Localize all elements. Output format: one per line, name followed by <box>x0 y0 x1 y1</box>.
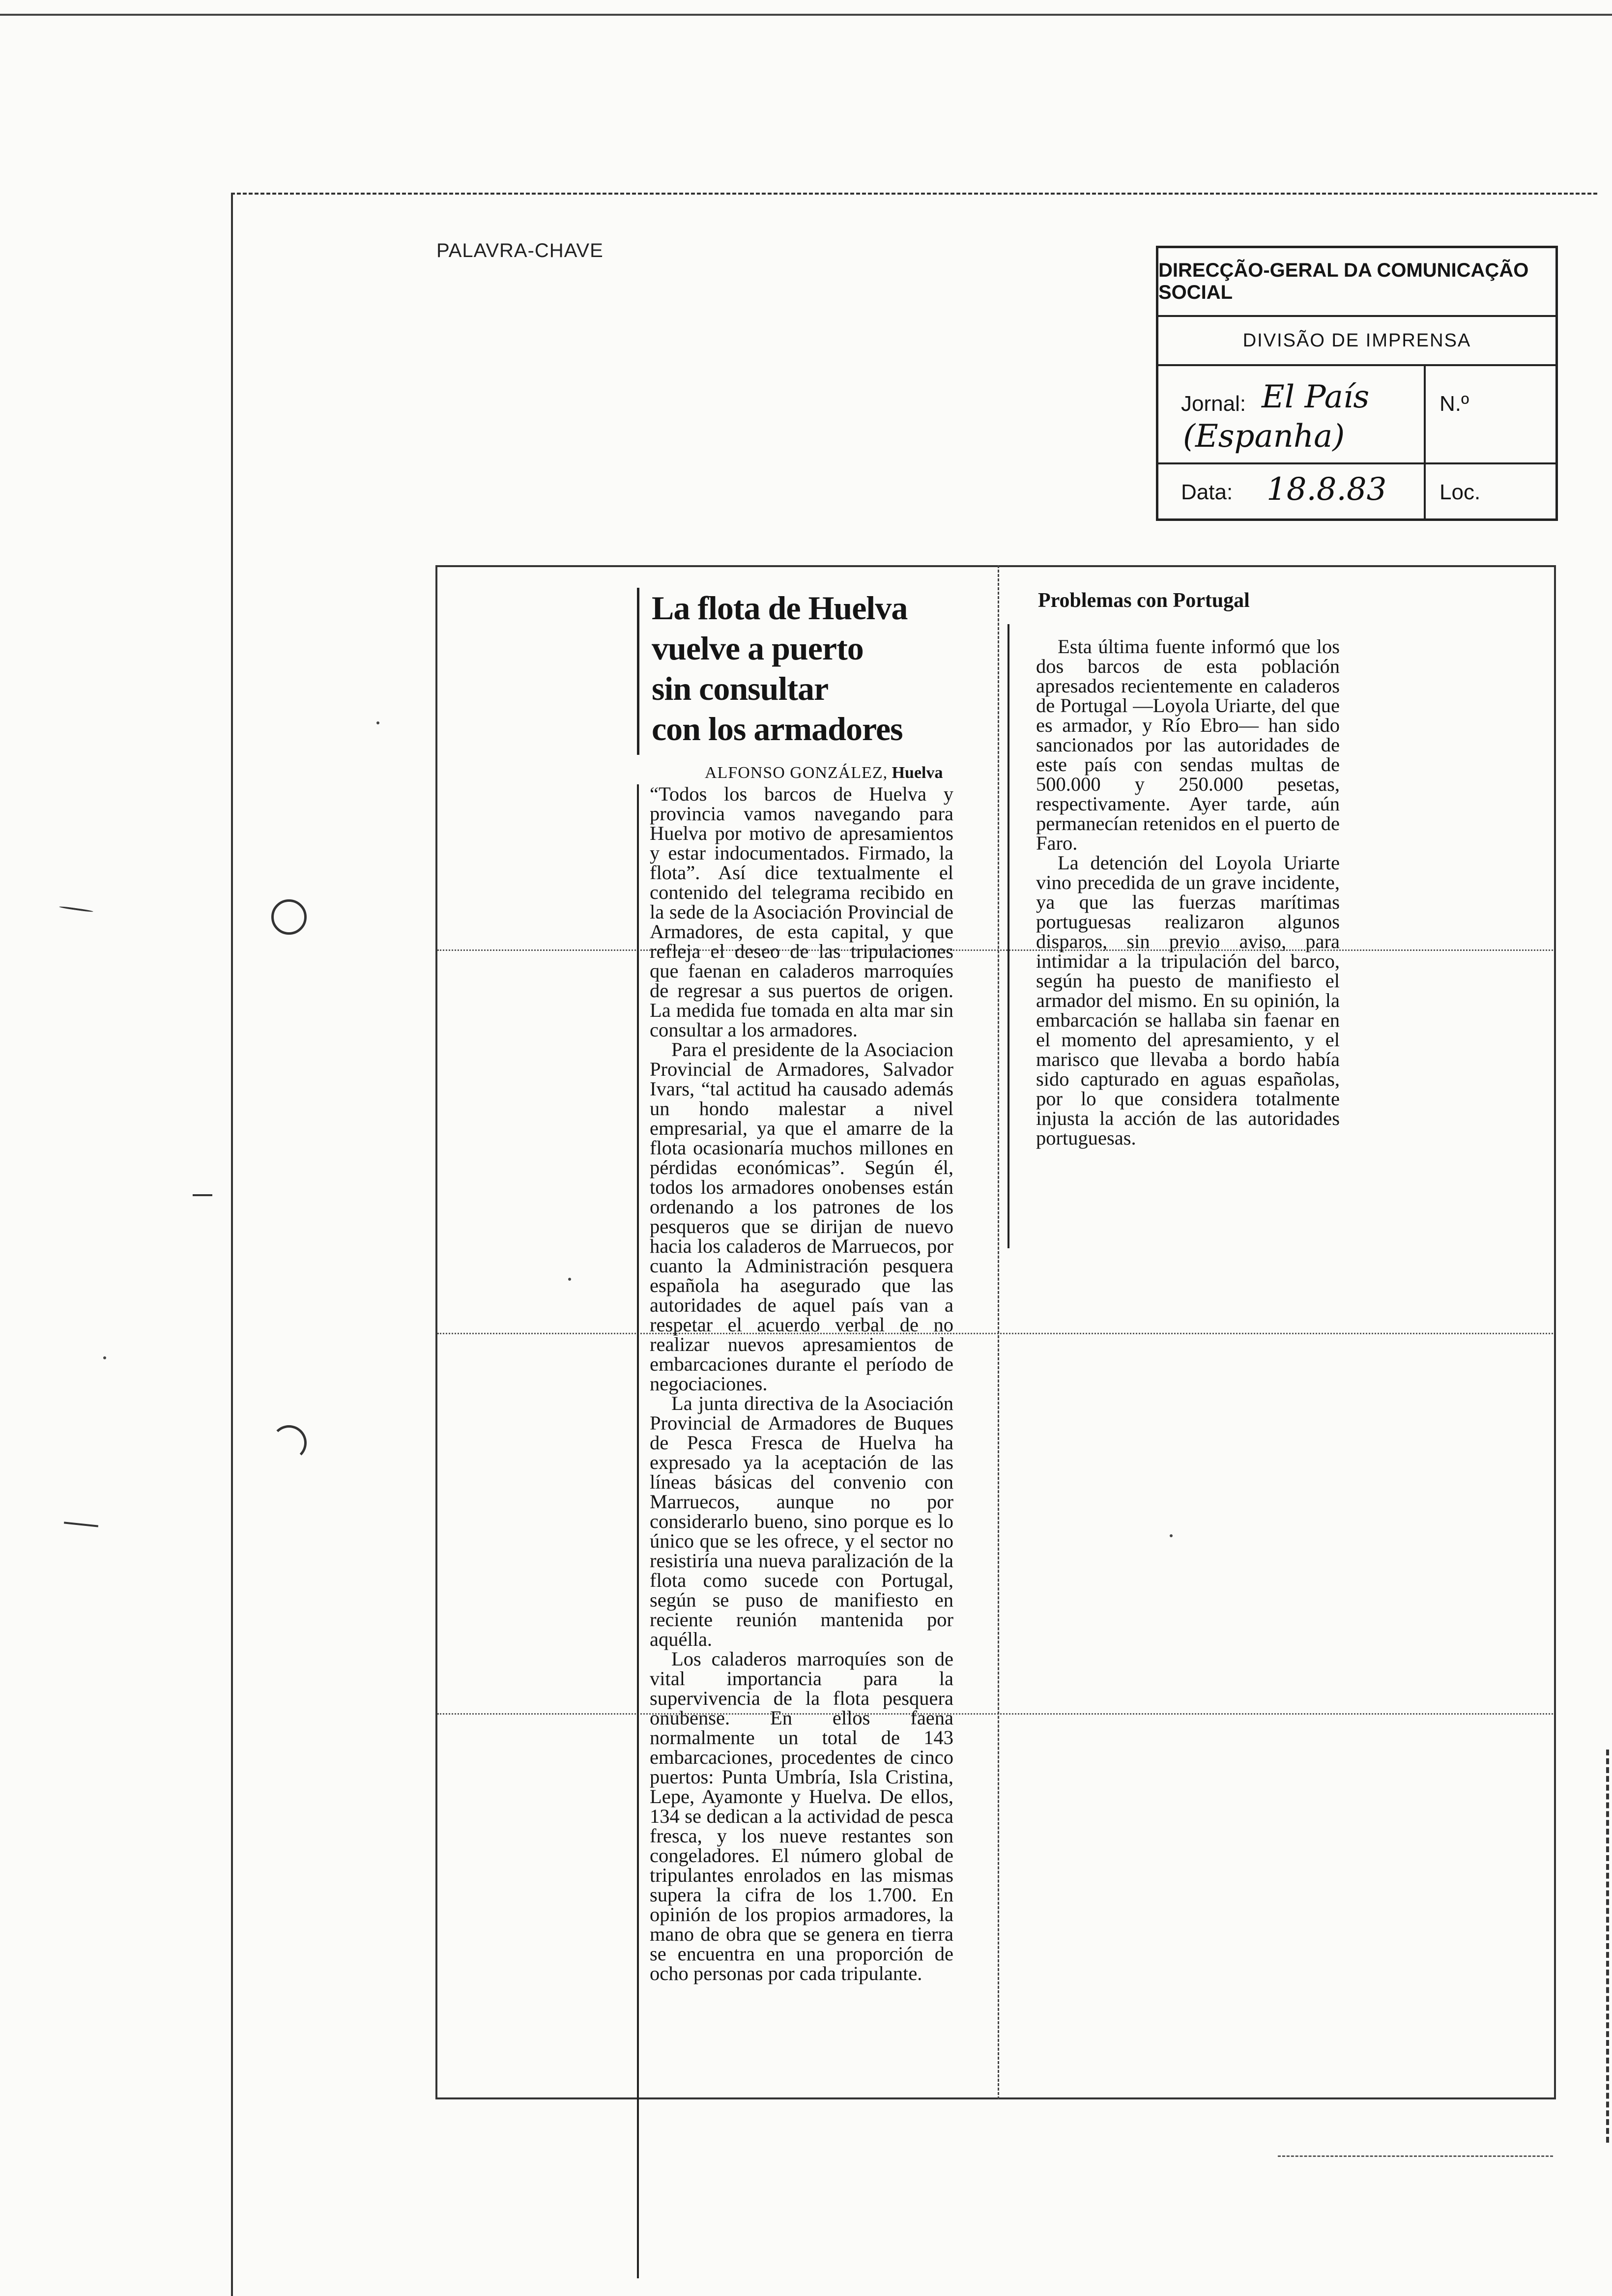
stamp-data-value: 18.8.83 <box>1267 471 1387 508</box>
byline <box>705 764 943 782</box>
article-frame <box>435 565 1556 2099</box>
speck <box>376 721 379 724</box>
stamp-jornal-value-2: (Espanha) <box>1183 418 1345 455</box>
scan-edge-right <box>1606 1750 1609 2143</box>
stamp-jornal-value: El País <box>1262 379 1370 415</box>
byline-author: ALFONSO GONZÁLEZ, <box>705 764 888 782</box>
article-headline <box>652 588 956 749</box>
guide-line <box>437 1333 1553 1334</box>
paragraph: Para el presidente de la Asociacion Provincial de Armadores, Salvador Ivars, “tal actitud ha causado además un hondo malestar a nivel empresarial, ya que el amarre de la flota ocasionaría muchos millones en pérdidas económicas”. Según él, todos los armadores onobenses están ordenando a los patrones de los pesqueros que se dirijan de nuevo hacia los caladeros de Marruecos, por cuanto la Administración pesquera española ha asegurado que las autoridades de aquel país van a respetar el acuerdo verbal de no realizar nuevos apresamientos de embarcaciones durante el período de negociaciones. <box>650 1038 953 1395</box>
margin-mark <box>193 1194 212 1196</box>
margin-mark <box>64 1521 98 1527</box>
page-edge-top <box>231 193 1597 195</box>
stamp-data-label: Data: <box>1181 480 1233 504</box>
stamp-data-row <box>1158 464 1555 521</box>
column-rule <box>637 784 639 2278</box>
stamp-jornal-label: Jornal: <box>1181 392 1246 416</box>
headline-line: La flota de Huelva <box>652 589 908 627</box>
page-edge-left <box>231 193 233 2296</box>
stamp-numero-label: N.º <box>1439 392 1469 416</box>
column-rule <box>1008 624 1009 1248</box>
margin-mark <box>59 906 93 913</box>
paragraph: Los caladeros marroquíes son de vital importancia para la supervivencia de la flota pesquera onubense. En ellos faena normalmente un total de 143 embarcaciones, procedentes de cinco puertos: Punta Umbría, Isla Cristina, Lepe, Ayamonte y Huelva. De ellos, 134 se dedican a la actividad de pesca fresca, y los nueve restantes son congeladores. El número global de tripulantes enrolados en las mismas supera la cifra de los 1.700. En opinión de los propios armadores, la mano de obra que se genera en tierra se encuentra en una proporción de ocho personas por cada tripulante. <box>650 1648 953 1984</box>
byline-place: Huelva <box>892 764 943 782</box>
page-edge-bottom <box>1278 2155 1553 2157</box>
guide-line <box>437 949 1553 951</box>
punch-hole-top <box>271 899 307 935</box>
scan-edge-top <box>0 14 1612 16</box>
stamp-division: DIVISÃO DE IMPRENSA <box>1158 317 1555 366</box>
stamp-org: DIRECÇÃO-GERAL DA COMUNICAÇÃO SOCIAL <box>1158 248 1555 317</box>
headline-rule <box>637 588 639 755</box>
keyword-label: PALAVRA-CHAVE <box>436 240 604 261</box>
stamp-loc-label: Loc. <box>1439 480 1481 504</box>
stamp-divider <box>1424 366 1426 521</box>
paragraph: Esta última fuente informó que los dos barcos de esta población apresados recientemente en caladeros de Portugal —Loyola Uriarte, del que es armador, y Río Ebro— han sido sancionados por las autoridades de este país con sendas multas de 500.000 y 250.000 pesetas, respectivamente. Ayer tarde, aún permanecían retenidos en el puerto de Faro. <box>1036 635 1340 854</box>
column-divider <box>998 565 999 2099</box>
article-subhead: Problemas con Portugal <box>1038 589 1250 612</box>
headline-line: vuelve a puerto <box>652 630 864 667</box>
press-stamp <box>1156 246 1558 521</box>
paragraph: La junta directiva de la Asociación Provincial de Armadores de Buques de Pesca Fresca de Huelva ha expresado ya la aceptación de las líneas básicas del convenio con Marruecos, aunque no por considerarlo bueno, sino porque es lo único que se les ofrece, y el sector no resistiría una nueva paralización de la flota como sucede con Portugal, según se puso de manifiesto en reciente reunión mantenida por aquélla. <box>650 1392 953 1650</box>
speck <box>103 1356 106 1359</box>
article-column-2 <box>1036 637 1340 1148</box>
punch-hole-bottom <box>271 1425 307 1461</box>
headline-line: sin consultar <box>652 670 829 707</box>
guide-line <box>437 1713 1553 1715</box>
article-column-1 <box>650 784 953 1983</box>
paragraph: “Todos los barcos de Huelva y provincia vamos navegando para Huelva por motivo de apresamientos y estar indocumentados. Firmado, la flota”. Así dice textualmente el contenido del telegrama recibido en la sede de la Asociación Provincial de Armadores, de esta capital, y que refleja el deseo de las tripulaciones que faenan en caladeros marroquíes de regresar a sus puertos de origen. La medida fue tomada en alta mar sin consultar a los armadores. <box>650 783 953 1041</box>
paragraph: La detención del Loyola Uriarte vino precedida de un grave incidente, ya que las fuerzas marítimas portuguesas realizaron algunos disparos, sin previo aviso, para intimidar a la tripulación del barco, según ha puesto de manifiesto el armador del mismo. En su opinión, la embarcación se hallaba sin faenar en el momento del apresamiento, y el marisco que llevaba a bordo había sido capturado en aguas españolas, por lo que considera totalmente injusta la acción de las autoridades portuguesas. <box>1036 852 1340 1149</box>
stamp-jornal-row <box>1158 366 1555 464</box>
headline-line: con los armadores <box>652 710 903 747</box>
